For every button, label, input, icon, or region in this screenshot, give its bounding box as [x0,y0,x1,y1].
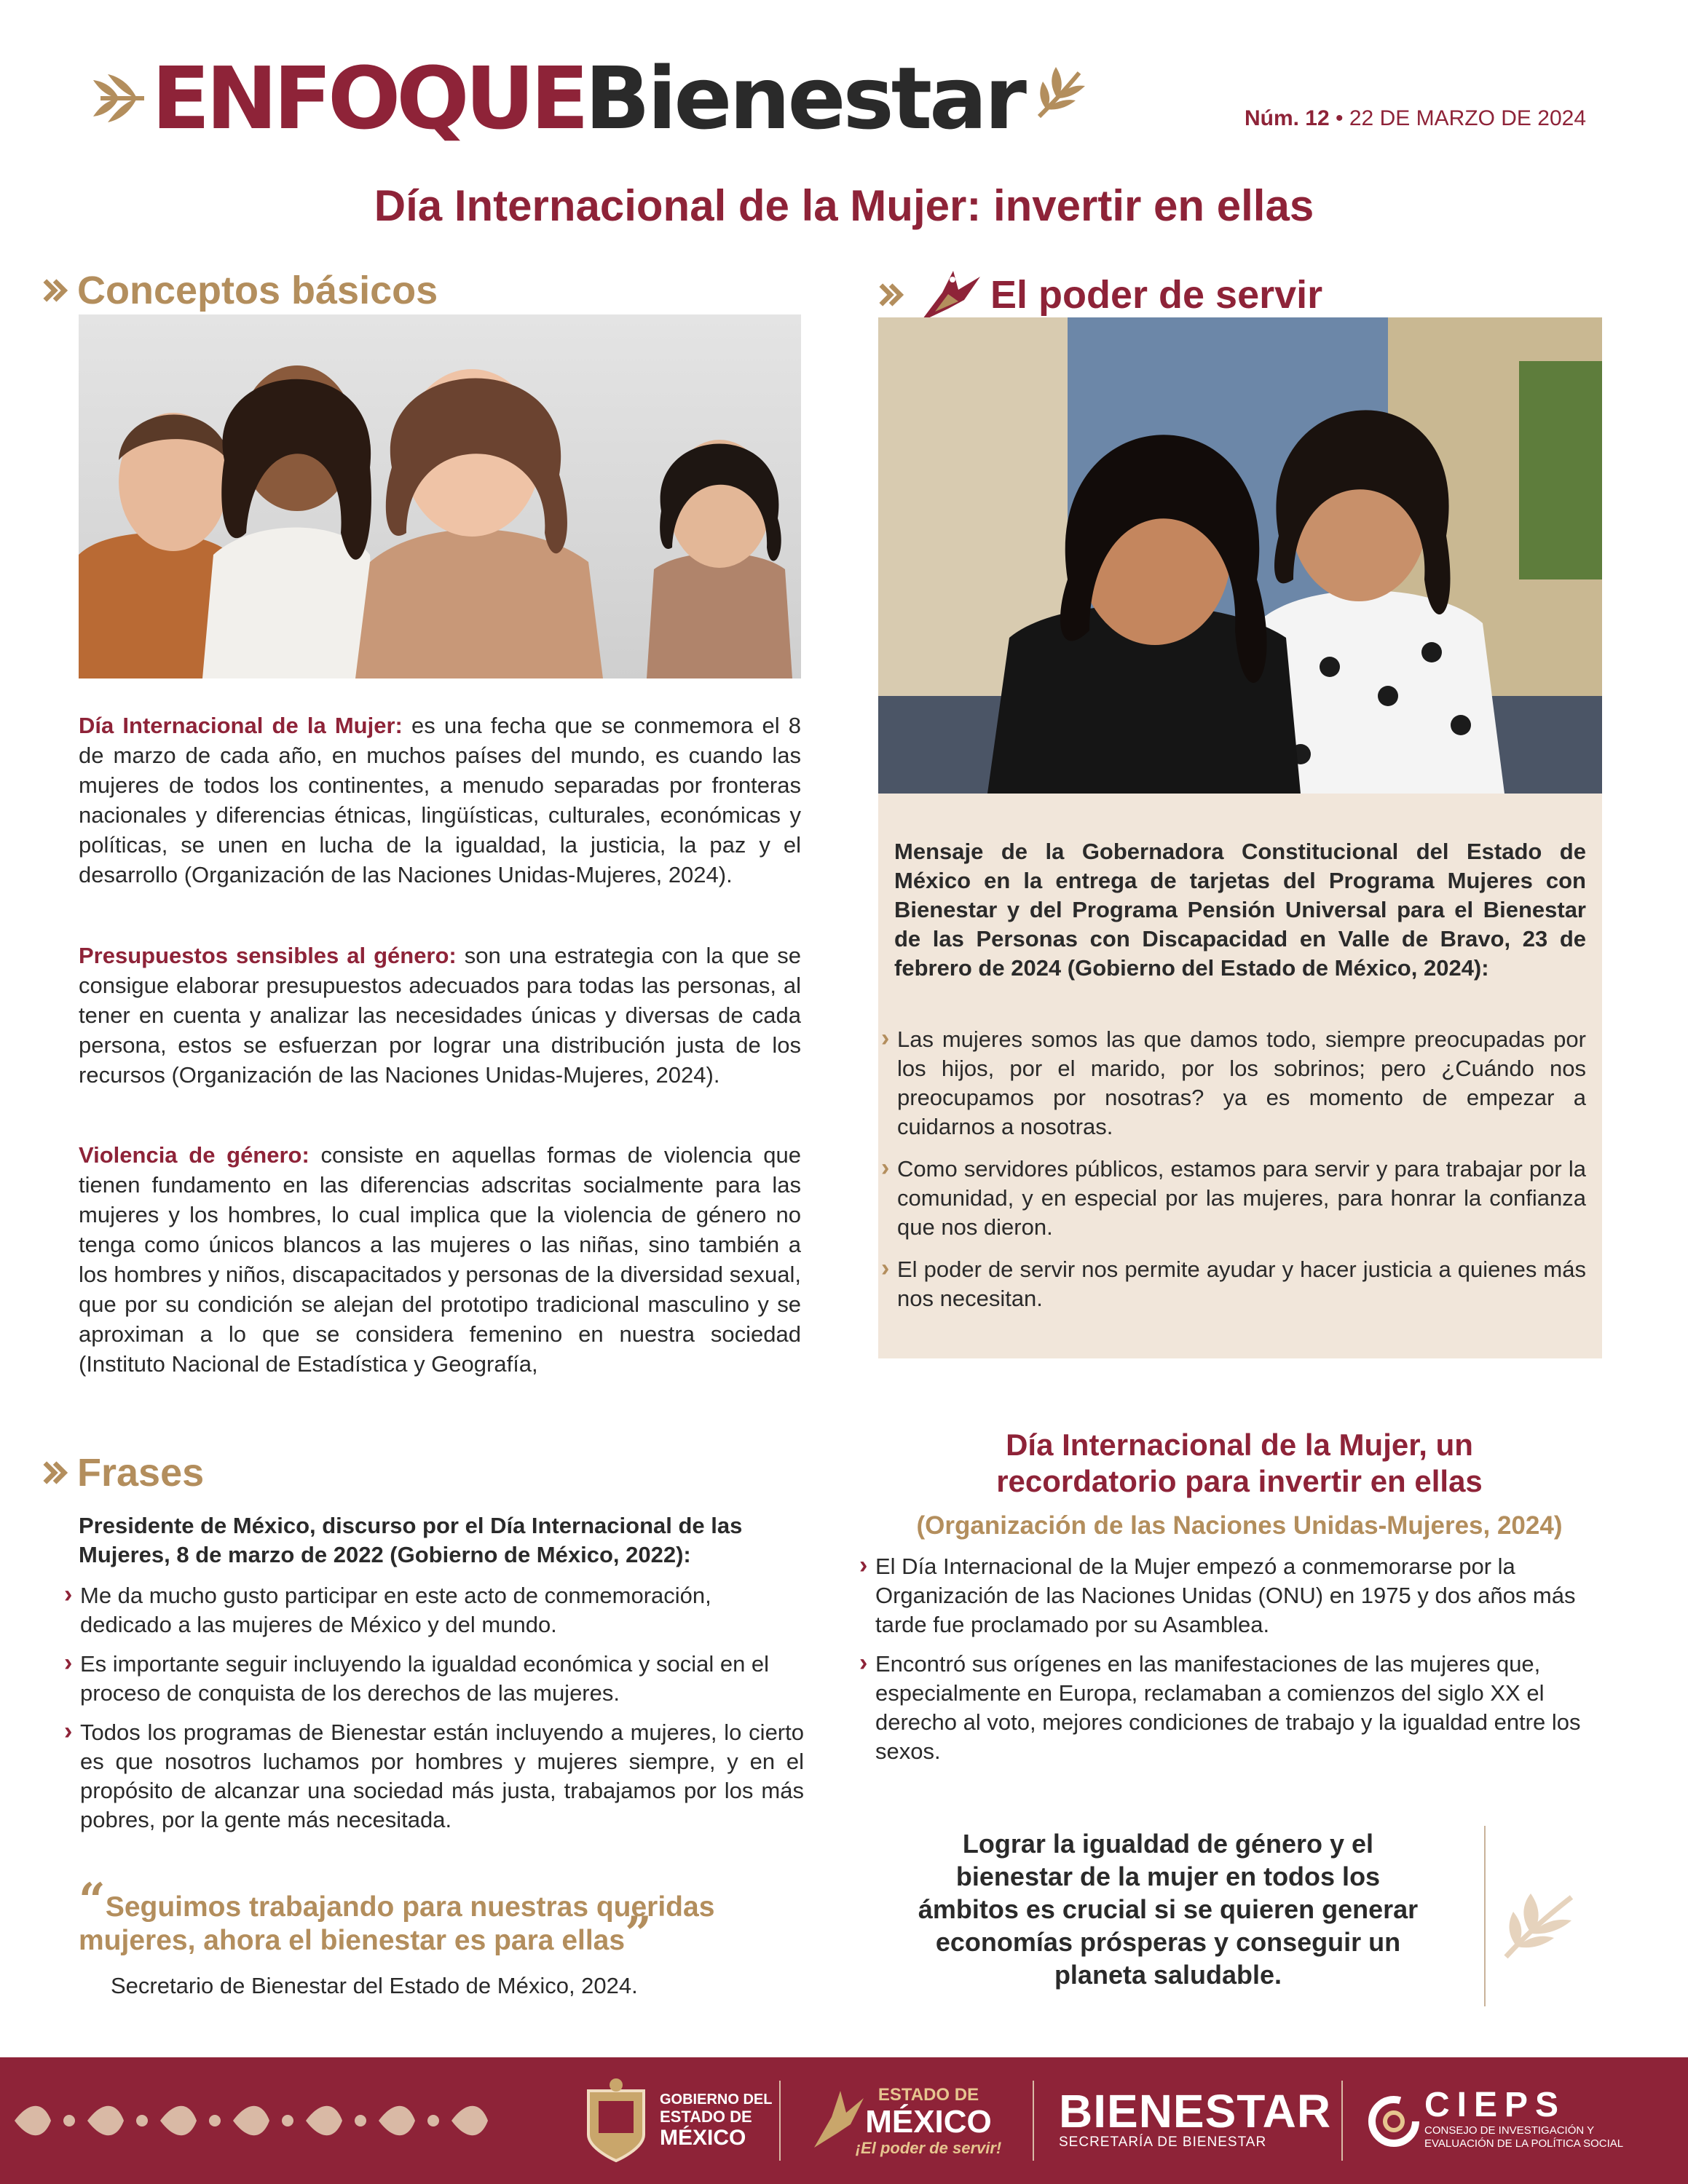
quote-source: Secretario de Bienestar del Estado de México, 2024. [111,1973,638,1998]
frases-bullet-1: › Me da mucho gusto participar en este acto de conmemoración, dedicado a las mujeres de México y del mundo. [64,1581,804,1639]
poder-bullet-2: › Como servidores públicos, estamos para servir y para trabajar por la comunidad, y en especial por las mujeres, para honrar la confianza que nos dieron. [881,1155,1586,1242]
double-chevron-icon [42,1459,70,1487]
edomex-line2: MÉXICO [865,2104,992,2140]
edomex-logo [852,2085,1005,2158]
poder-bullets [881,1025,1586,1313]
footer-divider-1 [779,2081,781,2161]
leaf-icon [1499,1890,1579,1963]
issue-number: Núm. 12 [1244,106,1330,130]
def-presupuestos: son una estrategia con la que se consigue elaborar presupuestos adecuados para todas las personas, al tener en cuenta y analizar las necesidades únicas y diversas de cada persona, estos se esfuerzan por lograr una distribución justa de los recursos (Organización de las Naciones Unidas-Mujeres, 2024). [79,943,801,1088]
conceptos-item-1 [79,711,801,890]
frases-title-text: Frases [77,1451,205,1495]
frases-bullet-3: › Todos los programas de Bienestar están incluyendo a mujeres, lo cierto es que nosotros luchamos por hombres y mujeres siempre, y en el propósito de alcanzar una sociedad más justa, trabajamos por los más pobres, por la gente más necesitada. [64,1718,804,1835]
frases-bullet-2: › Es importante seguir incluyendo la igualdad económica y social en el proceso de conquista de los derechos de las mujeres. [64,1650,804,1708]
poder-intro: Mensaje de la Gobernadora Constitucional del Estado de México en la entrega de tarjetas del Programa Mujeres con Bienestar y del Programa Pensión Universal para el Bienestar de las Personas con Discapacidad en Valle de Bravo, 23 de febrero de 2024 (Gobierno del Estado de México, 2024): [894,839,1586,981]
cieps-logo [1424,2086,1623,2151]
bienestar-word: BIENESTAR [1059,2085,1332,2137]
recordatorio-bullet-1: › El Día Internacional de la Mujer empezó a conmemorarse por la Organización de las Naciones Unidas (ONU) en 1975 y dos años más tarde fue proclamado por su Asamblea. [859,1552,1605,1639]
cieps-word: CIEPS [1424,2086,1566,2124]
footer-divider-2 [1033,2081,1034,2161]
gob-line1: GOBIERNO DEL [660,2092,773,2108]
laurel-right-icon [1028,58,1094,138]
gob-line3: MÉXICO [660,2126,746,2150]
gobierno-estado-logo [660,2091,772,2151]
cieps-circle-icon [1366,2094,1421,2149]
cieps-sub2: EVALUACIÓN DE LA POLÍTICA SOCIAL [1424,2137,1624,2150]
photo-two-women [878,317,1602,794]
recordatorio-bullet-2: › Encontró sus orígenes en las manifestaciones de las mujeres que, especialmente en Europa, reclamaban a comienzos del siglo XX el derecho al voto, mejores condiciones de trabajo y la igualdad entre los sexos. [859,1650,1605,1766]
cieps-sub1: CONSEJO DE INVESTIGACIÓN Y [1424,2124,1595,2137]
bienestar-sub: SECRETARÍA DE BIENESTAR [1059,2134,1267,2150]
poder-bullet-1: › Las mujeres somos las que damos todo, siempre preocupadas por los hijos, por el marido, por los sobrinos; pero ¿Cuándo nos preocupamos por nosotras? ya es momento de empezar a cuidarnos a nosotras. [881,1025,1586,1142]
conceptos-item-2 [79,941,801,1090]
def-violencia: consiste en aquellas formas de violencia que tienen fundamento en las diferencias adscritas socialmente para las mujeres y los hombres, lo cual implica que la violencia de género no tenga como únicos blancos a las mujeres o las niñas, sino también a los hombres y niños, discapacitados y personas de la diversidad sexual, que por su condición se alejan del prototipo tradicional masculino y se aproximan a lo que se considera femenino en nuestra sociedad (Instituto Nacional de Estadística y Geografía, [79,1142,801,1377]
section-conceptos-title [42,268,438,313]
closing-statement: Lograr la igualdad de género y el bienestar de la mujer en todos los ámbitos es crucial si se quieren generar economías prósperas y conseguir un planeta saludable. [918,1829,1419,1990]
quote-close-icon: ” [625,1907,652,1961]
closing-divider [1484,1826,1486,2006]
photo-four-women [79,314,801,678]
state-coat-of-arms-icon [581,2076,651,2164]
recordatorio-title [871,1427,1608,1500]
gob-line2: ESTADO DE [660,2108,752,2126]
recordatorio-bullets [859,1552,1605,1766]
def-dia-mujer: es una fecha que se conmemora el 8 de marzo de cada año, en muchos países del mundo, es cuando las mujeres de todos los continentes, a menudo separadas por fronteras nacionales y diferencias étnicas, lingüísticas, culturales, económicas y políticas, se unen en lucha de la igualdad, la justicia, la paz y el desarrollo (Organización de las Naciones Unidas-Mujeres, 2024). [79,713,801,887]
edomex-line1: ESTADO DE [877,2085,979,2105]
bienestar-logo [1059,2085,1332,2151]
double-chevron-icon [42,277,70,304]
ornament-pattern-icon [0,2057,510,2184]
poder-title-text: El poder de servir [990,273,1323,317]
recordatorio-title-line1: Día Internacional de la Mujer, un [1006,1428,1473,1462]
footer-divider-3 [1341,2081,1343,2161]
frases-intro: Presidente de México, discurso por el Día Internacional de las Mujeres, 8 de marzo de 2022 (Gobierno de México, 2022): [79,1513,743,1567]
conceptos-title-text: Conceptos básicos [77,269,438,312]
term-presupuestos: Presupuestos sensibles al género: [79,943,457,968]
term-violencia: Violencia de género: [79,1142,309,1168]
laurel-left-icon [86,58,151,138]
quote-open-icon: “ [79,1873,106,1928]
edomex-slogan: ¡El poder de servir! [855,2139,1002,2157]
issue-separator: • [1336,106,1344,130]
issue-date: 22 DE MARZO DE 2024 [1349,106,1586,130]
term-dia-mujer: Día Internacional de la Mujer: [79,713,403,738]
logo-bienestar: Bienestar [585,48,1024,149]
conceptos-item-3 [79,1140,801,1409]
footer-bar [0,2057,1688,2184]
frases-quote [79,1873,778,1961]
issue-info [1245,106,1586,131]
page-title: Día Internacional de la Mujer: invertir en ellas [374,181,1314,230]
poder-bullet-3: › El poder de servir nos permite ayudar y hacer justicia a quienes más nos necesitan. [881,1255,1586,1313]
masthead-logo [86,48,1094,149]
section-frases-title [42,1450,204,1495]
quote-text: Seguimos trabajando para nuestras queridas mujeres, ahora el bienestar es para ellas [79,1891,715,1956]
recordatorio-source: (Organización de las Naciones Unidas-Mujeres, 2024) [916,1511,1563,1540]
double-chevron-icon [878,281,906,309]
recordatorio-title-line2: recordatorio para invertir en ellas [996,1464,1483,1498]
logo-enfoque: ENFOQUE [151,48,585,149]
frases-bullets [64,1581,804,1835]
